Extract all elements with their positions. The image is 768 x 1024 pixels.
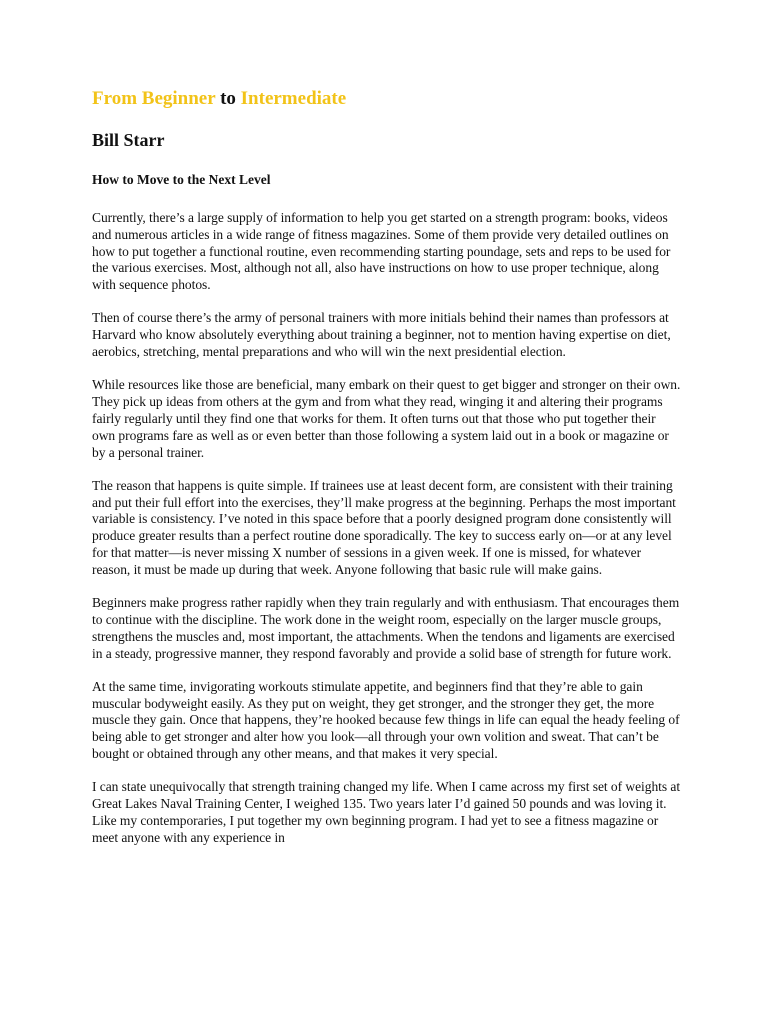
paragraph-4: The reason that happens is quite simple. If trainees use at least decent form, are consistent with their training and put their full effort into the exercises, they’ll make progress at the beginning. Perhaps the most important variable is consistency. I’ve noted in this space before that a poorly designed program done consistently will produce greater results than a perfect routine done sporadically. The key to success early on—or at any level for that matter—is never missing X number of sessions in a given week. If one is missed, for whatever reason, it must be made up during that week. Anyone following that basic rule will make gains.	[92, 477, 676, 577]
document-title	[92, 86, 682, 112]
paragraph-5: Beginners make progress rather rapidly when they train regularly and with enthusiasm. That encourages them to continue with the discipline. The work done in the weight room, especially on the larger muscle groups, strengthens the muscles and, most important, the attachments. When the tendons and ligaments are exercised in a steady, progressive manner, they respond favorably and provide a solid base of strength for future work.	[92, 595, 680, 661]
paragraph-7: I can state unequivocally that strength training changed my life. When I came across my first set of weights at Great Lakes Naval Training Center, I weighed 135. Two years later I’d gained 50 pounds and was loving it. Like my contemporaries, I put together my own beginning program. I had yet to see a fitness magazine or meet anyone with any experience in	[92, 779, 681, 845]
paragraph-3: While resources like those are beneficial, many embark on their quest to get bigger and stronger on their own. They pick up ideas from others at the gym and from what they read, winging it and altering their programs fairly regularly until they find one that works for them. It often turns out that those who put together their own programs fare as well as or even better than those following a system laid out in a book or magazine or by a personal trainer.	[92, 377, 681, 460]
title-part-beginner: From Beginner	[92, 88, 216, 109]
article-subtitle: How to Move to the Next Level	[92, 172, 271, 187]
paragraph-1: Currently, there’s a large supply of information to help you get started on a strength program: books, videos and numerous articles in a wide range of fitness magazines. Some of them provide very detailed outlines on how to put together a functional routine, even recommending starting poundage, sets and reps to be used for the various exercises. Most, although not all, also have instructions on how to use proper technique, along with sequence photos.	[92, 210, 671, 293]
paragraph-6: At the same time, invigorating workouts stimulate appetite, and beginners find that they’re able to gain muscular bodyweight easily. As they put on weight, they get stronger, and the stronger they get, the more muscle they gain. Once that happens, they’re hooked because few things in life can equal the heady feeling of being able to get stronger and alter how you look—all through your own volition and sweat. That can’t be bought or obtained through any other means, and that makes it very special.	[92, 678, 680, 762]
title-connector: to	[215, 88, 241, 109]
document-page	[92, 86, 682, 863]
paragraph-2: Then of course there’s the army of personal trainers with more initials behind their names than professors at Harvard who know absolutely everything about training a beginner, not to mention having expertise on diet, aerobics, stretching, mental preparations and who will win the next presidential election.	[92, 310, 671, 360]
title-part-intermediate: Intermediate	[240, 88, 347, 109]
author-name: Bill Starr	[92, 130, 165, 150]
